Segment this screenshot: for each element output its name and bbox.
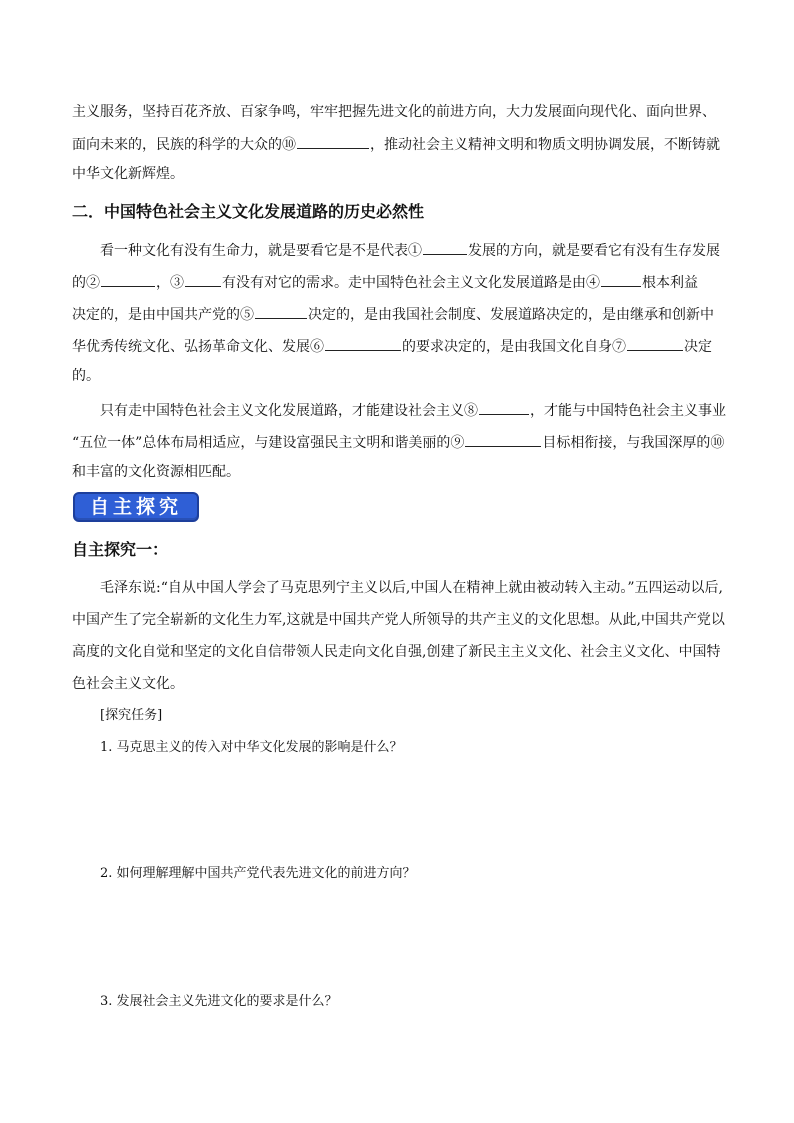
fill-blank[interactable] — [423, 238, 467, 255]
para1-line-5: 的。 — [72, 368, 100, 384]
material-line-2: 中国产生了完全崭新的文化生力军,这就是中国共产党人所领导的共产主义的文化思想。从此,中国共产党以 — [72, 612, 725, 628]
para2-line-3: 和丰富的文化资源相匹配。 — [72, 464, 240, 480]
material-line-3: 高度的文化自觉和坚定的文化自信带领人民走向文化自强,创建了新民主主义文化、社会主义文化、中国特 — [72, 644, 721, 660]
intro-line-1: 主义服务，坚持百花齐放、百家争鸣，牢牢把握先进文化的前进方向，大力发展面向现代化、面向世界、 — [72, 104, 716, 120]
para-text: 华优秀传统文化、弘扬革命文化、发展⑥ — [72, 339, 324, 355]
fill-blank[interactable] — [465, 430, 541, 447]
intro-line-2 — [72, 132, 732, 155]
para-text: 目标相衔接，与我国深厚的⑩ — [542, 435, 725, 451]
para1-line-4 — [72, 334, 732, 357]
intro-text: ，推动社会主义精神文明和物质文明协调发展，不断铸就 — [370, 137, 720, 153]
fill-blank[interactable] — [601, 270, 641, 287]
para-text: “五位一体”总体布局相适应，与建设富强民主文明和谐美丽的⑨ — [72, 435, 465, 451]
task-label: [探究任务] — [100, 708, 163, 723]
para1-line-2 — [72, 270, 732, 293]
para-text: 的② — [72, 275, 100, 291]
material-line-1: 毛泽东说:“自从中国人学会了马克思列宁主义以后,中国人在精神上就由被动转入主动。”五四运动以后, — [100, 580, 723, 596]
intro-text: 面向未来的，民族的科学的大众的⑩ — [72, 137, 296, 153]
para-text: 有没有对它的需求。走中国特色社会主义文化发展道路是由④ — [222, 275, 600, 291]
material-line-4: 色社会主义文化。 — [72, 676, 184, 692]
para-text: 发展的方向，就是要看它有没有生存发展 — [468, 243, 720, 259]
para-text: 决定 — [684, 339, 712, 355]
fill-blank[interactable] — [185, 270, 221, 287]
fill-blank[interactable] — [297, 132, 369, 149]
para2-line-1 — [100, 398, 732, 421]
fill-blank[interactable] — [325, 334, 401, 351]
para-text: 只有走中国特色社会主义文化发展道路，才能建设社会主义⑧ — [100, 403, 478, 419]
inquiry-title: 自主探究一： — [72, 540, 169, 559]
para-text: 决定的，是由我国社会制度、发展道路决定的，是由继承和创新中 — [308, 307, 714, 323]
fill-blank[interactable] — [479, 398, 529, 415]
fill-blank[interactable] — [627, 334, 683, 351]
question-2: 2. 如何理解理解中国共产党代表先进文化的前进方向？ — [100, 866, 416, 881]
question-1: 1. 马克思主义的传入对中华文化发展的影响是什么？ — [100, 740, 403, 755]
para-text: ，才能与中国特色社会主义事业 — [530, 403, 726, 419]
para-text: 根本利益 — [642, 275, 698, 291]
question-3: 3. 发展社会主义先进文化的要求是什么？ — [100, 994, 338, 1009]
para1-line-3 — [72, 302, 732, 325]
para2-line-2 — [72, 430, 732, 453]
para-text: 决定的，是由中国共产党的⑤ — [72, 307, 254, 323]
section-heading: 二．中国特色社会主义文化发展道路的历史必然性 — [72, 202, 425, 221]
fill-blank[interactable] — [255, 302, 307, 319]
fill-blank[interactable] — [101, 270, 155, 287]
para-text: 的要求决定的，是由我国文化自身⑦ — [402, 339, 626, 355]
para1-line-1 — [100, 238, 732, 261]
para-text: 看一种文化有没有生命力，就是要看它是不是代表① — [100, 243, 422, 259]
intro-line-3: 中华文化新辉煌。 — [72, 166, 184, 182]
para-text: ，③ — [156, 275, 184, 291]
self-inquiry-badge: 自主探究 — [73, 492, 199, 522]
